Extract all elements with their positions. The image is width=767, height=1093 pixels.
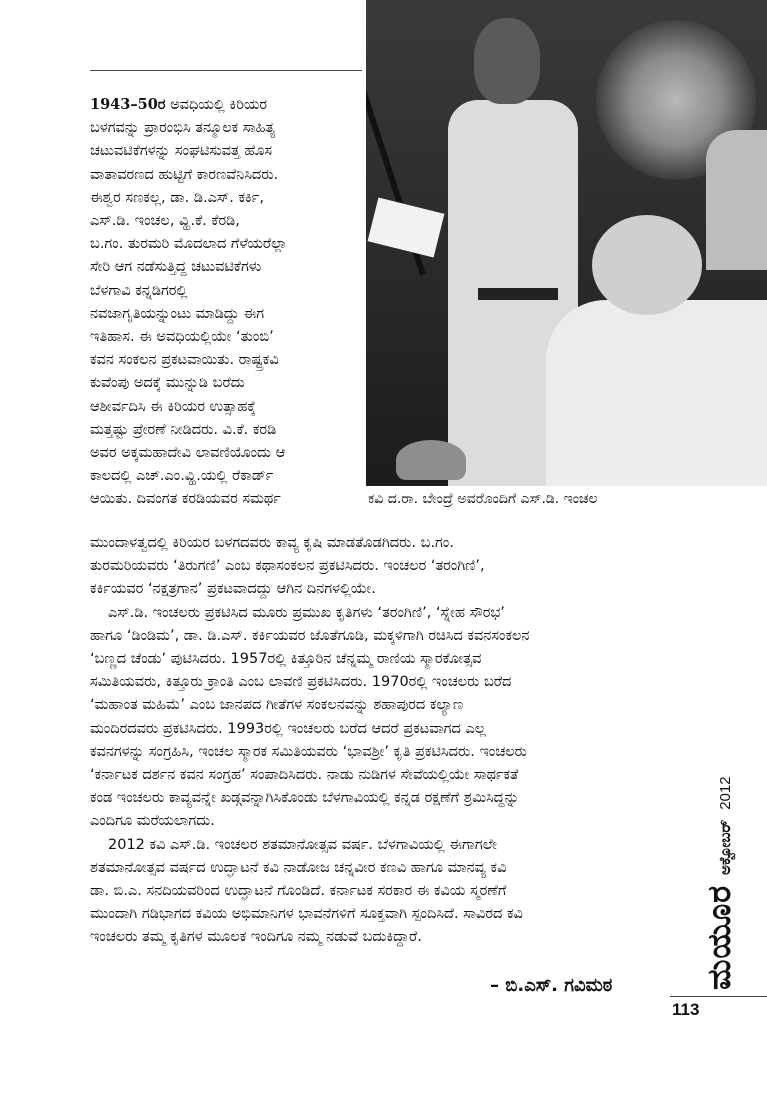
article-line: ಎಸ್.ಡಿ. ಇಂಚಲ, ವ್ಹಿ.ಕೆ. ಕೆರಡಿ, (90, 213, 240, 230)
article-line: ‘ಕರ್ನಾಟಕ ದರ್ಶನ ಕವನ ಸಂಗ್ರಹ’ ಸಂಪಾದಿಸಿದರು. ನಾಡು ನುಡಿಗಳ ಸೇವೆಯಲ್ಲಿಯೇ ಸಾರ್ಥಕತೆ (90, 767, 519, 784)
article-line: ಬೆಳಗಾವಿ ಕನ್ನಡಿಗರಲ್ಲಿ (90, 282, 188, 299)
magazine-masthead (700, 776, 739, 990)
issue-month: ಅಕ್ಟೋಬರ್ (716, 819, 734, 875)
article-line: ಈಶ್ವರ ಸಣಕಲ್ಲ, ಡಾ. ಡಿ.ಎಸ್. ಕರ್ಕಿ, (90, 189, 264, 206)
author-byline: – ಬಿ.ಎಸ್. ಗವಿಮಠ (490, 975, 613, 996)
footer-rule (670, 996, 767, 997)
article-line: ‘ಬಣ್ಣದ ಚೆಂಡು’ ಪುಟಿಸಿದರು. 1957ರಲ್ಲಿ ಕಿತ್ತೂರಿನ ಚೆನ್ನಮ್ಮ ರಾಣಿಯ ಸ್ಮಾರಕೋತ್ಸವ (90, 651, 482, 668)
article-line: ಕವನ ಸಂಕಲನ ಪ್ರಕಟವಾಯಿತು. ರಾಷ್ಟ್ರಕವಿ (90, 352, 279, 369)
article-line: ಇತಿಹಾಸ. ಈ ಅವಧಿಯಲ್ಲಿಯೇ ‘ತುಂಬಿ’ (90, 329, 274, 346)
article-line: ಆಯಿತು. ದಿವಂಗತ ಕರಡಿಯವರ ಸಮರ್ಥ (90, 491, 281, 508)
article-line: ಶತಮಾನೋತ್ಸವ ವರ್ಷದ ಉದ್ಘಾಟನೆ ಕವಿ ನಾಡೋಜ ಚನ್ನವೀರ ಕಣವಿ ಹಾಗೂ ಮಾನವ್ಯ ಕವಿ (90, 859, 507, 876)
top-rule (90, 70, 362, 71)
article-line: ಬ.ಗಂ. ತುರಮರಿ ಮೊದಲಾದ ಗೆಳೆಯರೆಲ್ಲಾ (90, 236, 288, 253)
article-line: ಕುವೆಂಪು ಅದಕ್ಕೆ ಮುನ್ನುಡಿ ಬರೆದು (90, 375, 245, 392)
article-line: ಮುಂದಾಗಿ ಗಡಿಭಾಗದ ಕವಿಯ ಅಭಿಮಾನಿಗಳ ಭಾವನೆಗಳಿಗೆ ಸೂಕ್ತವಾಗಿ ಸ್ಪಂದಿಸಿದೆ. ಸಾವಿರದ ಕವಿ (90, 906, 523, 923)
article-line: ತುರಮರಿಯವರು ‘ತಿರುಗಣಿ’ ಎಂಬ ಕಥಾಸಂಕಲನ ಪ್ರಕಟಿಸಿದರು. ಇಂಚಲರ ‘ತರಂಗಿಣಿ’, (90, 558, 485, 575)
issue-year: 2012 (717, 776, 734, 810)
article-line: ಕಂಡ ಇಂಚಲರು ಕಾವ್ಯವನ್ನೇ ಖಡ್ಗವನ್ನಾಗಿಸಿಕೊಂಡು ಬೆಳಗಾವಿಯಲ್ಲಿ ಕನ್ನಡ ರಕ್ಷಣೆಗೆ ಶ್ರಮಿಸಿದ್ದನ್ನು (90, 790, 520, 807)
article-body (90, 532, 665, 950)
article-line: 2012 ಕವಿ ಎಸ್.ಡಿ. ಇಂಚಲರ ಶತಮಾನೋತ್ಸವ ವರ್ಷ. ಬೆಳಗಾವಿಯಲ್ಲಿ ಈಗಾಗಲೇ (108, 836, 497, 853)
article-line: ಡಾ. ಬಿ.ಎ. ಸನದಿಯವರಿಂದ ಉದ್ಘಾಟನೆ ಗೊಂಡಿದೆ. ಕರ್ನಾಟಕ ಸರಕಾರ ಈ ಕವಿಯ ಸ್ಮರಣೆಗೆ (90, 883, 507, 900)
lead-year: 1943–50ರ (90, 96, 166, 113)
article-line: ಅವರ ಅಕ್ಕಮಹಾದೇವಿ ಲಾವಣಿಯೊಂದು ಆ (90, 445, 286, 462)
article-line: ಬಳಗವನ್ನು ಪ್ರಾರಂಭಿಸಿ ತನ್ಮೂಲಕ ಸಾಹಿತ್ಯ (90, 120, 276, 137)
article-line: ವಾತಾವರಣದ ಹುಟ್ಟಿಗೆ ಕಾರಣವೆನಿಸಿದರು. (90, 166, 279, 183)
article-line: ಇಂಚಲರು ತಮ್ಮ ಕೃತಿಗಳ ಮೂಲಕ ಇಂದಿಗೂ ನಮ್ಮ ನಡುವೆ ಬದುಕಿದ್ದಾರೆ. (90, 929, 422, 946)
article-line: ‘ಮಹಾಂತ ಮಹಿಮೆ’ ಎಂಬ ಜಾನಪದ ಗೀತೆಗಳ ಸಂಕಲನವನ್ನು ಶಹಾಪುರದ ಕಲ್ಯಾಣ (90, 697, 464, 714)
photo-caption: ಕವಿ ದ.ರಾ. ಬೇಂದ್ರೆ ಅವರೊಂದಿಗೆ ಎಸ್.ಡಿ. ಇಂಚಲ (368, 491, 598, 507)
article-line: ಸೇರಿ ಆಗ ನಡೆಸುತ್ತಿದ್ದ ಚಟುವಟಿಕೆಗಳು (90, 259, 262, 276)
page-number: 113 (672, 1000, 700, 1019)
article-line: ಎಸ್.ಡಿ. ಇಂಚಲರು ಪ್ರಕಟಿಸಿದ ಮೂರು ಪ್ರಮುಖ ಕೃತಿಗಳು ‘ತರಂಗಿಣಿ’, ‘ಸ್ನೇಹ ಸೌರಭ’ (108, 604, 505, 621)
article-line: ಸಮಿತಿಯವರು, ಕಿತ್ತೂರು ಕ್ರಾಂತಿ ಎಂಬ ಲಾವಣಿ ಪ್ರಕಟಿಸಿದರು. 1970ರಲ್ಲಿ ಇಂಚಲರು ಬರೆದ (90, 674, 512, 691)
article-line: ಚಟುವಟಿಕೆಗಳನ್ನು ಸಂಘಟಿಸುವತ್ತ ಹೊಸ (90, 143, 273, 160)
article-line: ನವಜಾಗೃತಿಯನ್ನುಂಟು ಮಾಡಿದ್ದು ಈಗ (90, 305, 265, 322)
article-line: 1943–50ರ ಅವಧಿಯಲ್ಲಿ ಕಿರಿಯರ (90, 96, 268, 113)
article-line: ಮುಂದಾಳತ್ವದಲ್ಲಿ ಕಿರಿಯರ ಬಳಗದವರು ಕಾವ್ಯ ಕೃಷಿ ಮಾಡತೊಡಗಿದರು. ಬ.ಗಂ. (90, 535, 454, 551)
article-line: ಕಾಲದಲ್ಲಿ ಎಚ್.ಎಂ.ವ್ಹಿ.ಯಲ್ಲಿ ರೆಕಾರ್ಡ್ (90, 468, 274, 485)
article-line: ಎಂದಿಗೂ ಮರೆಯಲಾಗದು. (90, 813, 215, 830)
article-left-column (90, 93, 360, 512)
article-line: ಮಂದಿರದವರು ಪ್ರಕಟಿಸಿದರು. 1993ರಲ್ಲಿ ಇಂಚಲರು ಬರೆದ ಆದರೆ ಪ್ರಕಟವಾಗದ ಎಲ್ಲ (90, 720, 486, 737)
magazine-name: ಮಯೂರ (700, 884, 738, 990)
article-line: ಕರ್ಕಿಯವರ ‘ನಕ್ಷತ್ರಗಾನ’ ಪ್ರಕಟವಾದದ್ದು ಆಗಿನ ದಿನಗಳಲ್ಲಿಯೇ. (90, 581, 376, 598)
article-line: ಮತ್ತಷ್ಟು ಪ್ರೇರಣೆ ನೀಡಿದರು. ವಿ.ಕೆ. ಕರಡಿ (90, 421, 277, 438)
article-line: ಹಾಗೂ ‘ಡಿಂಡಿಮ’, ಡಾ. ಡಿ.ಎಸ್. ಕರ್ಕಿಯವರ ಜೊತೆಗೂಡಿ, ಮಕ್ಕಳಿಗಾಗಿ ರಚಿಸಿದ ಕವನಸಂಕಲನ (90, 627, 530, 644)
article-line: ಆಶೀರ್ವದಿಸಿ ಈ ಕಿರಿಯರ ಉತ್ಸಾಹಕ್ಕೆ (90, 398, 256, 415)
photo-bendre-inchal (366, 0, 767, 486)
article-line: ಕವನಗಳನ್ನು ಸಂಗ್ರಹಿಸಿ, ಇಂಚಲ ಸ್ಮಾರಕ ಸಮಿತಿಯವರು ‘ಭಾವಶ್ರೀ’ ಕೃತಿ ಪ್ರಕಟಿಸಿದರು. ಇಂಚಲರು (90, 743, 527, 760)
